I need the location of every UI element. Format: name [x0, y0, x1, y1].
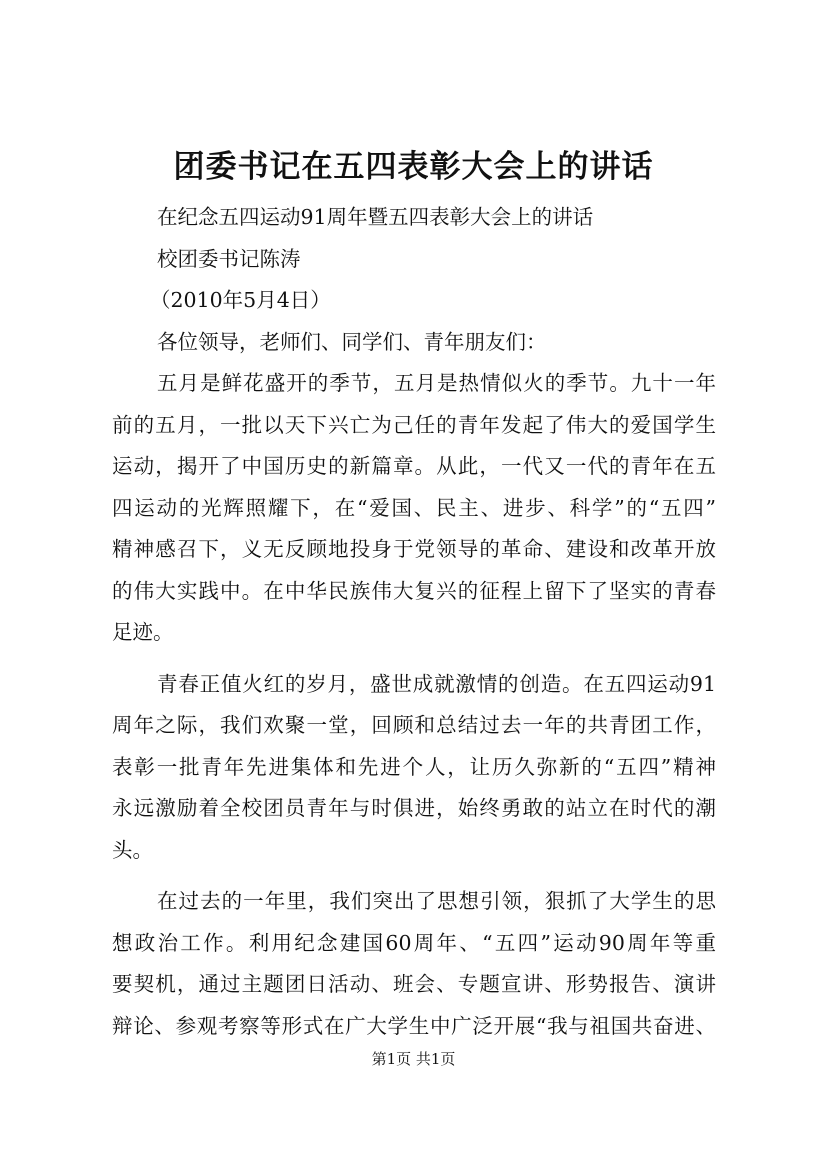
paragraph-line: 精神感召下，义无反顾地投身于党领导的革命、建设和改革开放 — [112, 537, 716, 561]
subtitle-line: 在纪念五四运动91周年暨五四表彰大会上的讲话 — [157, 205, 594, 229]
paragraph-line: 足迹。 — [112, 620, 174, 644]
paragraph-line: 运动，揭开了中国历史的新篇章。从此，一代又一代的青年在五 — [112, 454, 716, 478]
paragraph-line: 要契机，通过主题团日活动、班会、专题宣讲、形势报告、演讲 — [112, 972, 716, 996]
paragraph-spacer — [112, 654, 716, 664]
document-title: 团委书记在五四表彰大会上的讲话 — [173, 149, 654, 185]
speaker-line: 校团委书记陈涛 — [157, 246, 301, 271]
paragraph-line: 的伟大实践中。在中华民族伟大复兴的征程上留下了坚实的青春 — [112, 578, 716, 603]
paragraph-3 — [112, 881, 716, 1047]
paragraph-line: 辩论、参观考察等形式在广大学生中广泛开展“我与祖国共奋进、 — [112, 1013, 716, 1038]
paragraph-line: 头。 — [112, 837, 153, 862]
date-line: （2010年5月4日） — [150, 288, 331, 312]
page-footer: 第1页 共1页 — [371, 1050, 456, 1068]
paragraph-line: 青春正值火红的岁月，盛世成就激情的创造。在五四运动91 — [157, 671, 716, 696]
paragraph-line: 前的五月，一批以天下兴亡为己任的青年发起了伟大的爱国学生 — [112, 412, 716, 437]
paragraph-line: 周年之际，我们欢聚一堂，回顾和总结过去一年的共青团工作， — [112, 713, 716, 737]
paragraph-line: 五月是鲜花盛开的季节，五月是热情似火的季节。九十一年 — [157, 371, 716, 395]
paragraph-line: 在过去的一年里，我们突出了思想引领，狠抓了大学生的思 — [157, 889, 716, 913]
paragraph-line: 四运动的光辉照耀下，在“爱国、民主、进步、科学”的“五四” — [112, 495, 716, 520]
paragraph-line: 表彰一批青年先进集体和先进个人，让历久弥新的“五四”精神 — [112, 754, 716, 779]
paragraph-2 — [112, 664, 716, 872]
paragraph-line: 永远激励着全校团员青年与时俱进，始终勇敢的站立在时代的潮 — [112, 796, 716, 820]
paragraph-1 — [112, 363, 716, 654]
salutation-line: 各位领导，老师们、同学们、青年朋友们： — [157, 329, 547, 354]
paragraph-spacer — [112, 871, 716, 881]
document-body — [112, 197, 716, 1047]
paragraph-line: 想政治工作。利用纪念建国60周年、“五四”运动90周年等重 — [112, 930, 716, 955]
